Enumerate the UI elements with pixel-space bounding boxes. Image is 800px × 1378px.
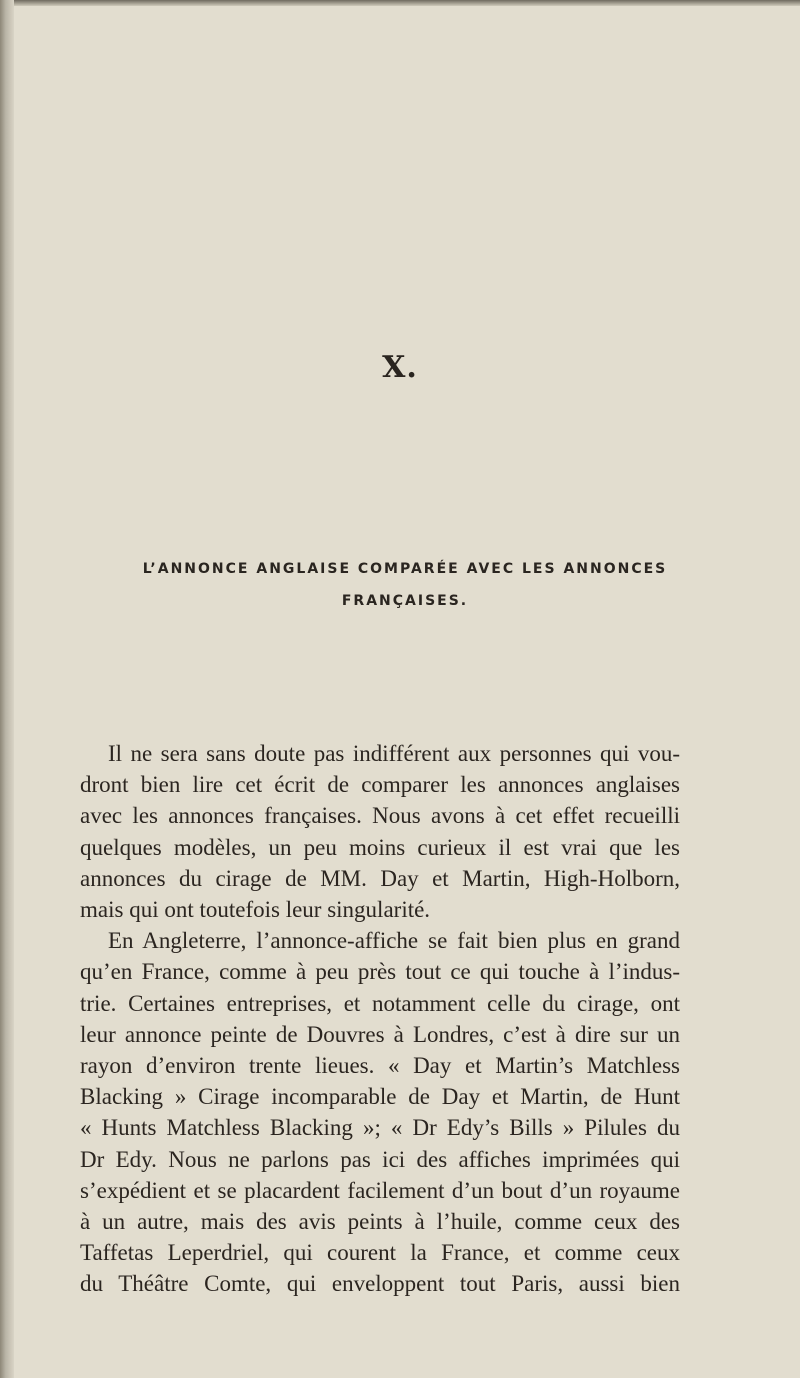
text-line: avec les annonces françaises. Nous avons à cet effet recueilli [80, 803, 680, 829]
binding-shadow [0, 0, 14, 1378]
text-line: à un autre, mais des avis peints à l’huile, comme ceux des [80, 1209, 680, 1235]
text-line: qu’en France, comme à peu près tout ce qui touche à l’indus- [80, 959, 680, 985]
text-line: Taffetas Leperdriel, qui courent la France, et comme ceux [80, 1240, 680, 1266]
chapter-number: X. [382, 350, 418, 385]
text-line: rayon d’environ trente lieues. « Day et Martin’s Matchless [80, 1053, 680, 1079]
paragraph-2 [80, 925, 680, 1299]
text-line: Il ne sera sans doute pas indifférent aux personnes qui vou- [108, 741, 680, 766]
chapter-title-line-2: FRANÇAISES. [341, 593, 469, 609]
page-top-edge [0, 0, 800, 6]
text-line: annonces du cirage de MM. Day et Martin, High-Holborn, [80, 865, 680, 891]
text-line: leur annonce peinte de Douvres à Londres, c’est à dire sur un [80, 1021, 680, 1047]
body-text [80, 738, 680, 1300]
text-line: Blacking » Cirage incomparable de Day et Martin, de Hunt [80, 1084, 680, 1110]
text-line: mais qui ont toutefois leur singularité. [80, 897, 431, 923]
text-line: du Théâtre Comte, qui enveloppent tout Paris, aussi bien [80, 1271, 680, 1297]
text-line: dront bien lire cet écrit de comparer les annonces anglaises [80, 772, 680, 798]
chapter-title-line-1: L’ANNONCE ANGLAISE COMPARÉE AVEC LES ANNONCES [142, 561, 668, 577]
text-line: s’expédient et se placardent facilement d’un bout d’un royaume [80, 1177, 680, 1203]
text-line: En Angleterre, l’annonce-affiche se fait bien plus en grand [108, 928, 680, 954]
text-line: trie. Certaines entreprises, et notamment celle du cirage, ont [80, 990, 680, 1016]
paragraph-1 [80, 738, 680, 925]
text-line: Dr Edy. Nous ne parlons pas ici des affiches imprimées qui [80, 1146, 680, 1172]
text-line: « Hunts Matchless Blacking »; « Dr Edy’s Bills » Pilules du [80, 1115, 680, 1141]
chapter-title [70, 553, 740, 617]
text-line: quelques modèles, un peu moins curieux il est vrai que les [80, 834, 680, 860]
